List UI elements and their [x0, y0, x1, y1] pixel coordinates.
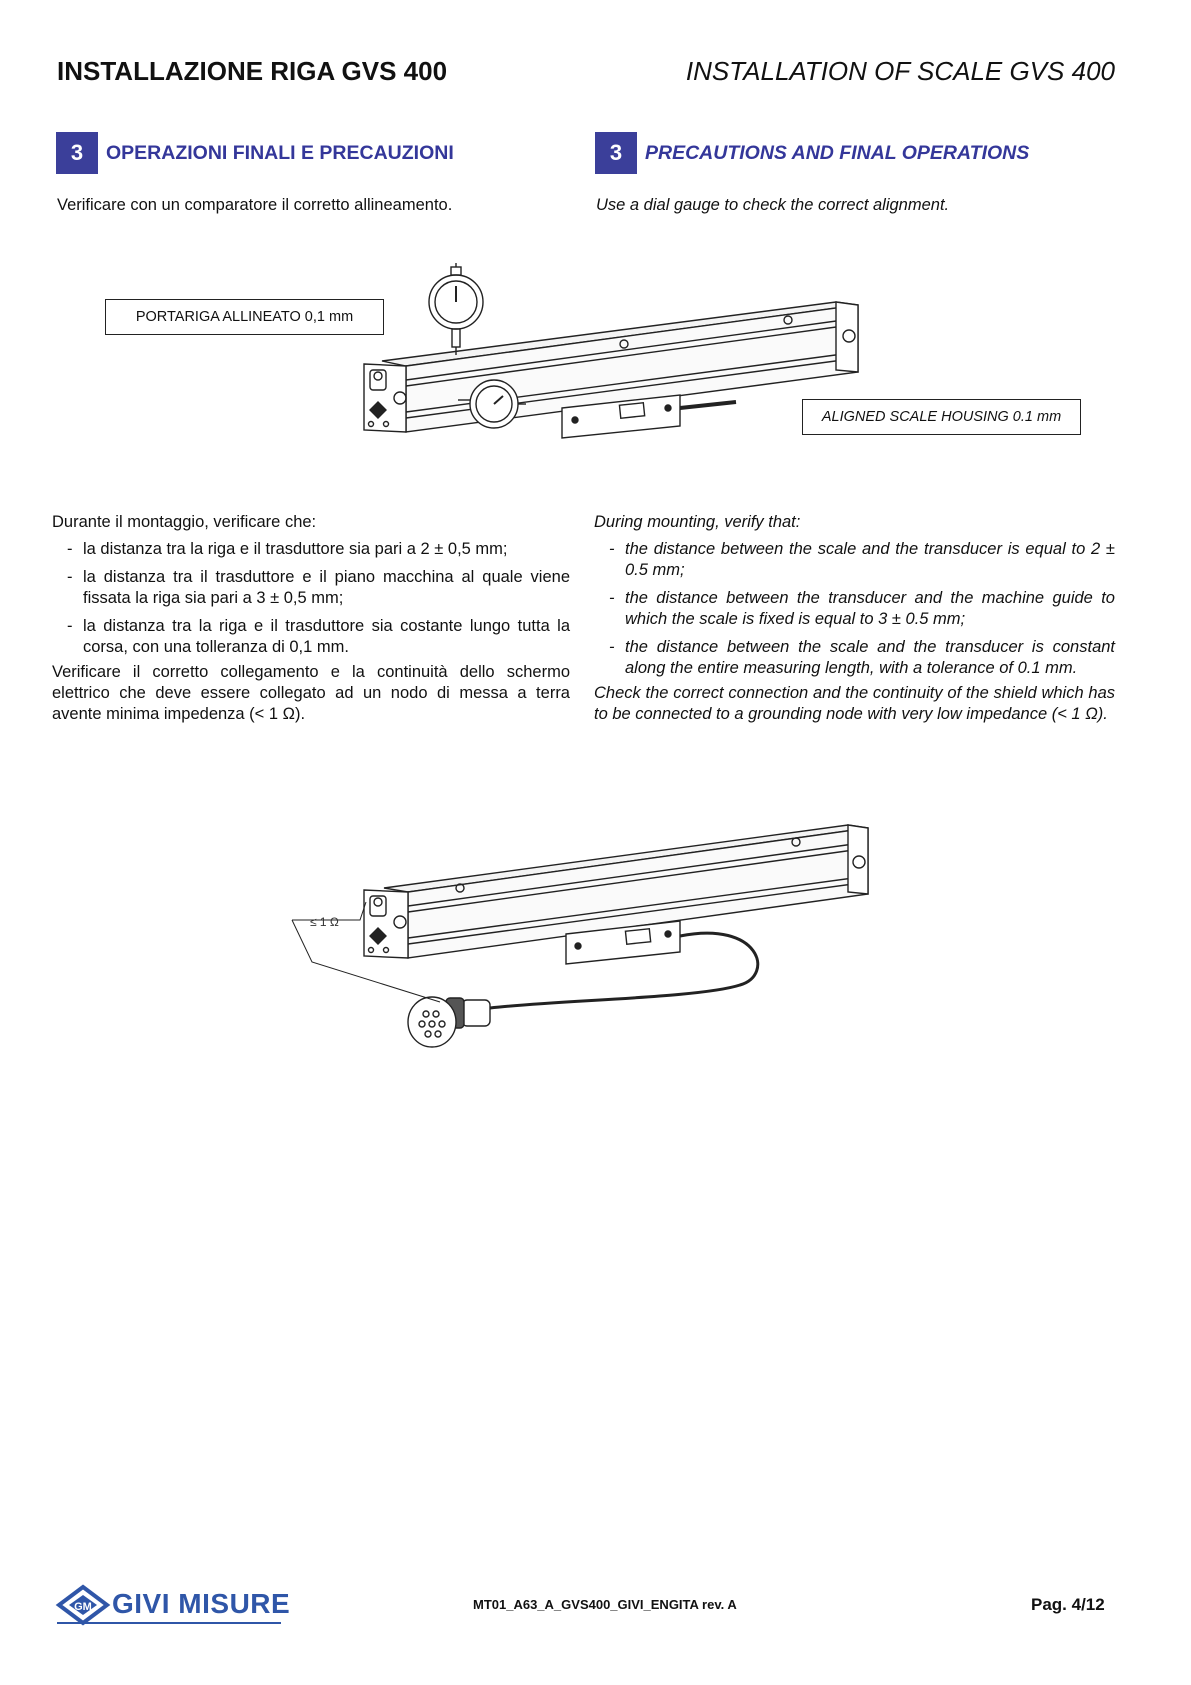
- list-item: - la distanza tra la riga e il trasduttore sia pari a 2 ± 0,5 mm;: [52, 539, 570, 560]
- logo-underline: [57, 1622, 281, 1624]
- givi-logo-icon: [57, 1585, 109, 1625]
- checks-intro-en: During mounting, verify that:: [594, 513, 801, 531]
- page-title-it: INSTALLAZIONE RIGA GVS 400: [57, 56, 448, 86]
- section-title-it: OPERAZIONI FINALI E PRECAUZIONI: [106, 142, 454, 164]
- label-aligned-housing-en: ALIGNED SCALE HOUSING 0.1 mm: [802, 399, 1081, 435]
- scale-grounding-illustration: [0, 800, 1191, 1060]
- company-logo-text: GIVI MISURE: [112, 1588, 291, 1619]
- connector-body: [462, 1000, 490, 1026]
- list-item: - the distance between the scale and the transducer is constant along the entire measuring length, with a tolerance of 0.1 mm.: [594, 637, 1115, 679]
- section-number-it: 3: [56, 132, 98, 174]
- section-title-en: PRECAUTIONS AND FINAL OPERATIONS: [645, 142, 1030, 164]
- checks-column-it: [52, 512, 570, 725]
- list-item: - the distance between the scale and the transducer is equal to 2 ± 0.5 mm;: [594, 539, 1115, 581]
- list-item: - la distanza tra il trasduttore e il piano macchina al quale viene fissata la riga sia pari a 3 ± 0,5 mm;: [52, 567, 570, 609]
- list-item: - the distance between the transducer and the machine guide to which the scale is fixed is equal to 3 ± 0.5 mm;: [594, 588, 1115, 630]
- page-title-en: INSTALLATION OF SCALE GVS 400: [685, 56, 1115, 86]
- checks-intro-it: Durante il montaggio, verificare che:: [52, 513, 317, 531]
- scale-alignment-illustration: [0, 0, 1191, 470]
- list-item: - la distanza tra la riga e il trasduttore sia costante lungo tutta la corsa, con una tolleranza di 0,1 mm.: [52, 616, 570, 658]
- label-aligned-housing-it: PORTARIGA ALLINEATO 0,1 mm: [105, 299, 384, 335]
- checks-closing-en: Check the correct connection and the continuity of the shield which has to be connected to a grounding node with very low impedance (< 1 Ω).: [594, 684, 1115, 723]
- lead-text-en: Use a dial gauge to check the correct alignment.: [596, 196, 950, 214]
- document-code: MT01_A63_A_GVS400_GIVI_ENGITA rev. A: [473, 1597, 737, 1612]
- checks-list-en: [594, 539, 1115, 679]
- connector-face: [408, 997, 456, 1047]
- checks-closing-it: Verificare il corretto collegamento e la continuità dello schermo elettrico che deve essere collegato ad un nodo di messa a terra avente minima impedenza (< 1 Ω).: [52, 663, 570, 723]
- section-number-en: 3: [595, 132, 637, 174]
- lead-text-it: Verificare con un comparatore il corretto allineamento.: [57, 196, 453, 214]
- checks-column-en: [594, 512, 1115, 725]
- page-number: Pag. 4/12: [1031, 1595, 1105, 1614]
- svg-text:GM: GM: [74, 1601, 92, 1613]
- resistance-label: ≤ 1 Ω: [310, 915, 339, 929]
- checks-list-it: [52, 539, 570, 658]
